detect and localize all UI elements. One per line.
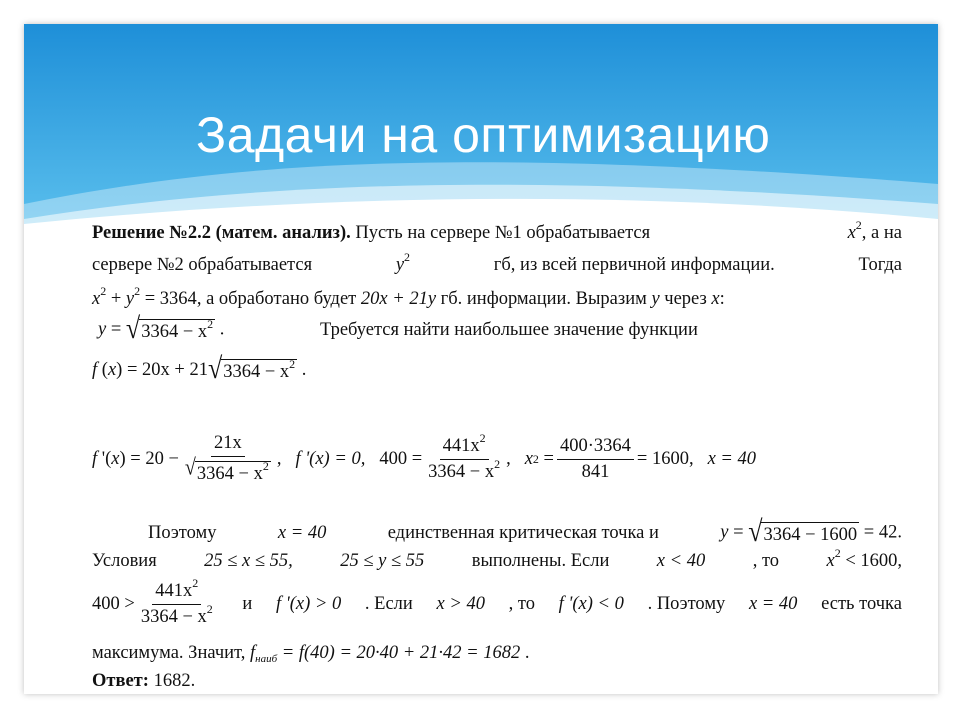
text-line-9: максимума. Значит, $f_{наиб} = f(40) = 20\cdot 40 + 21\cdot 42 = 1682$ .: [92, 643, 530, 665]
text-line-4: y = √ $3364 - x^2$ . Требуется найти наибольшее значение функции: [98, 311, 698, 345]
derivative-equations: f '( x ) = 20 − 21x √ $3364 - x^2$ , f '(x) = 0, 400 = $\frac{441x^2}{3364 - x^2}$ , x 2 = $\frac{400\cdot 3364}{841}$ = 1600, x = 40: [92, 432, 912, 486]
answer-label: Ответ:: [92, 671, 149, 691]
text-line-6: Поэтому x = 40 единственная критическая точка и y = √ 3364 − 1600 = 42.: [148, 514, 902, 548]
slide-header: [24, 24, 938, 239]
answer-line: [92, 670, 195, 693]
slide-title: Задачи на оптимизацию: [196, 107, 771, 163]
text-line-3: $x^2 + y^2 = 3364$, а обработано будет 20x + 21y гб. информации. Выразим y через x:: [92, 284, 725, 309]
text-line-1: Решение №2.2 (матем. анализ). Пусть на сервере №1 обрабатывается $x^2$, а на: [92, 218, 902, 243]
text-line-5: f ( x ) = 20x + 21 √ $3364 - x^2$ .: [92, 351, 307, 385]
text-line-8: 400 > $\frac{441x^2}{3364 - x^2}$ и f '(x) > 0 . Если x > 40 , то f '(x) < 0 . Поэтому x = 40 есть точка: [92, 576, 902, 628]
text-line-2: сервере №2 обрабатывается $y^2$ гб, из всей первичной информации. Тогда: [92, 250, 902, 275]
fraction: 21x √ $3364 - x^2$: [182, 432, 274, 486]
answer-value: 1682.: [153, 671, 196, 691]
solution-heading: Решение №2.2 (матем. анализ).: [92, 223, 351, 243]
sqrt-expression: √ $3364 - x^2$: [125, 311, 214, 345]
text-line-7: Условия 25 ≤ x ≤ 55, 25 ≤ y ≤ 55 выполнены. Если x < 40 , то $x^2 < 1600$,: [92, 546, 902, 571]
